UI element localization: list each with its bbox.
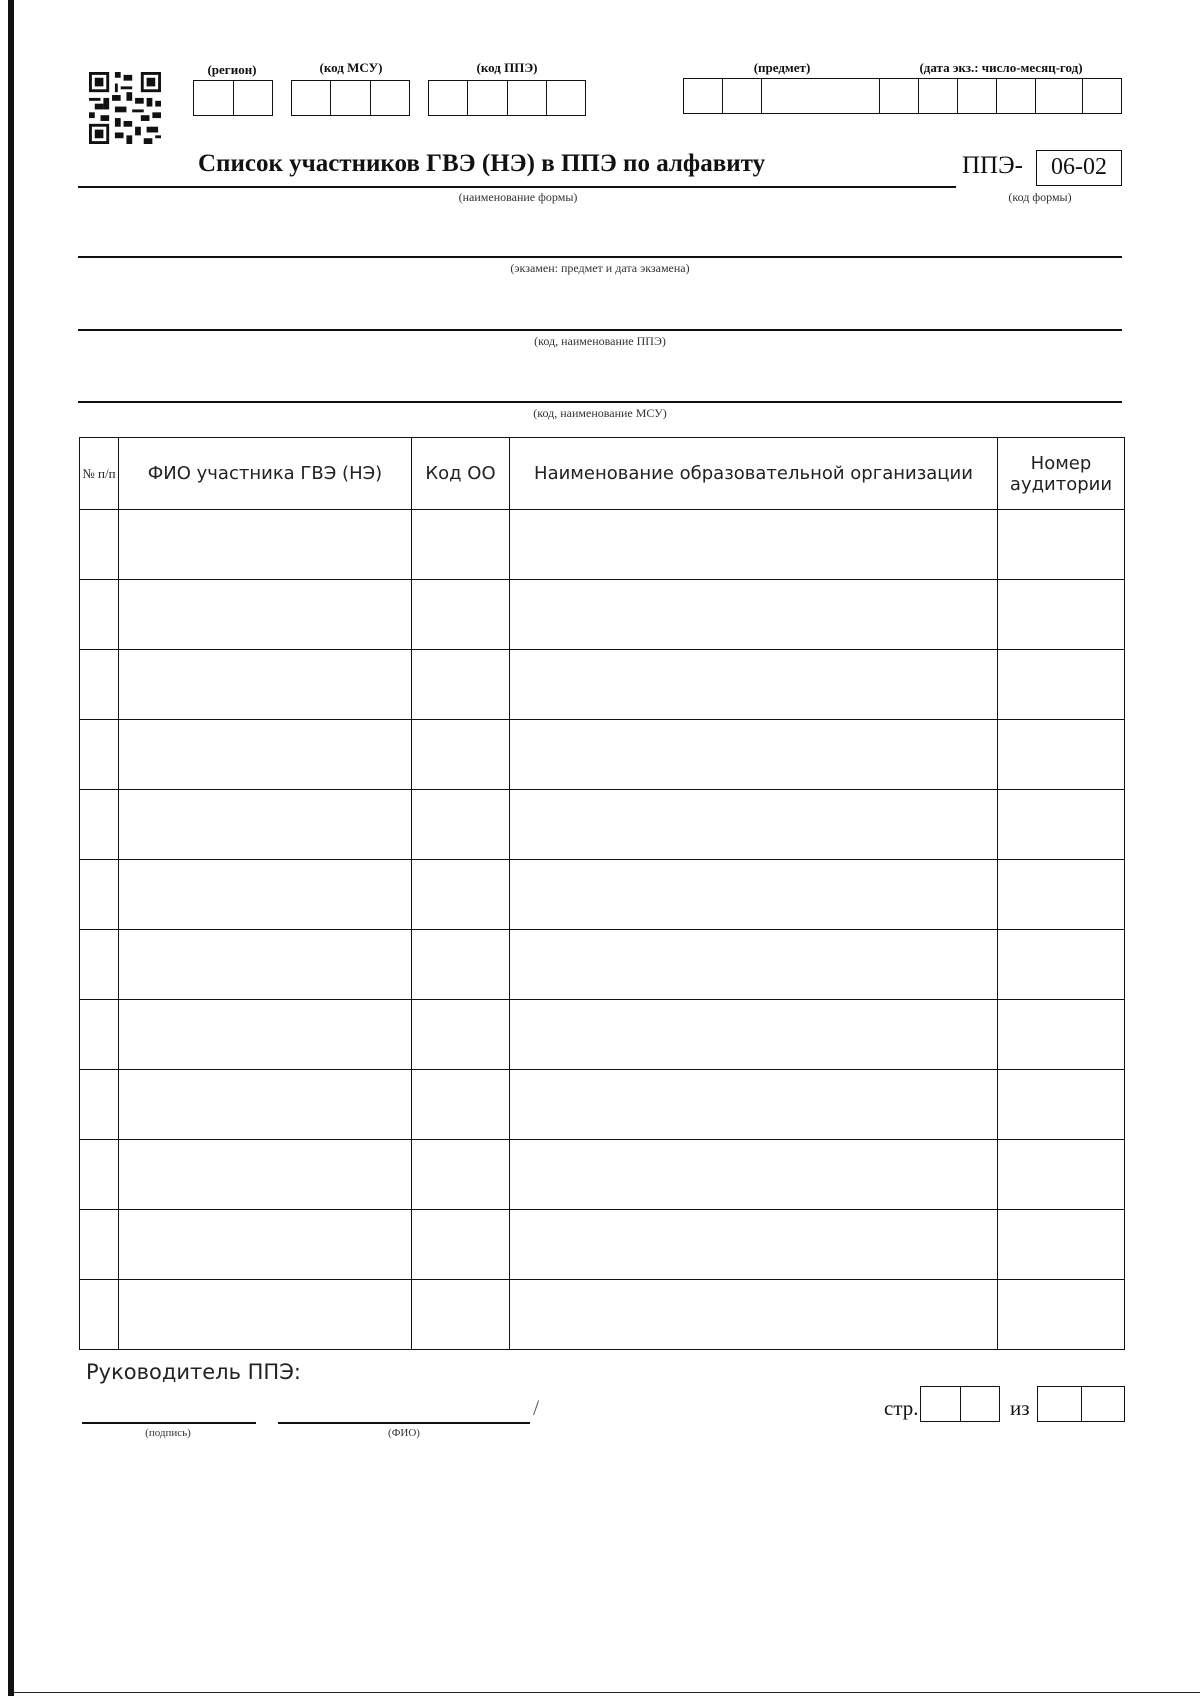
cell-oo-code[interactable]	[412, 1070, 510, 1140]
cell-org-name[interactable]	[510, 930, 998, 1000]
msu-code-cells[interactable]	[291, 80, 410, 116]
cell-num[interactable]	[80, 1280, 119, 1350]
cell-fio[interactable]	[119, 1210, 412, 1280]
cell-oo-code[interactable]	[412, 510, 510, 580]
cell-fio[interactable]	[119, 790, 412, 860]
table-row	[80, 930, 1125, 1000]
table-row	[80, 1210, 1125, 1280]
cell-room[interactable]	[998, 580, 1125, 650]
cell-org-name[interactable]	[510, 650, 998, 720]
cell-room[interactable]	[998, 1070, 1125, 1140]
table-row	[80, 1000, 1125, 1070]
cell-num[interactable]	[80, 930, 119, 1000]
header-oo-code: Код ОО	[412, 438, 510, 510]
cell-org-name[interactable]	[510, 790, 998, 860]
msu-caption: (код, наименование МСУ)	[533, 406, 667, 420]
exam-caption: (экзамен: предмет и дата экзамена)	[510, 261, 690, 275]
cell-oo-code[interactable]	[412, 1140, 510, 1210]
cell-fio[interactable]	[119, 650, 412, 720]
signature-caption: (подпись)	[145, 1427, 191, 1439]
fio-caption: (ФИО)	[388, 1427, 420, 1439]
exam-line[interactable]	[78, 256, 1122, 258]
msu-line[interactable]	[78, 401, 1122, 403]
form-title-caption: (наименование формы)	[458, 190, 578, 204]
form-code-caption: (код формы)	[1008, 190, 1072, 204]
exam-date-caption: (дата экз.: число-месяц-год)	[919, 60, 1083, 75]
table-row	[80, 790, 1125, 860]
cell-num[interactable]	[80, 1070, 119, 1140]
msu-code-caption: (код МСУ)	[319, 60, 383, 75]
signature-line[interactable]	[82, 1422, 256, 1424]
cell-oo-code[interactable]	[412, 790, 510, 860]
table-row	[80, 510, 1125, 580]
of-label: из	[1010, 1396, 1030, 1420]
header-fio: ФИО участника ГВЭ (НЭ)	[119, 438, 412, 510]
form-code-prefix: ППЭ-	[962, 152, 1023, 179]
cell-num[interactable]	[80, 1140, 119, 1210]
cell-room[interactable]	[998, 860, 1125, 930]
cell-oo-code[interactable]	[412, 1280, 510, 1350]
cell-fio[interactable]	[119, 510, 412, 580]
cell-num[interactable]	[80, 720, 119, 790]
participants-table	[79, 437, 1125, 1350]
table-row	[80, 860, 1125, 930]
cell-org-name[interactable]	[510, 1280, 998, 1350]
cell-org-name[interactable]	[510, 580, 998, 650]
cell-oo-code[interactable]	[412, 720, 510, 790]
cell-num[interactable]	[80, 580, 119, 650]
table-row	[80, 1140, 1125, 1210]
cell-room[interactable]	[998, 1140, 1125, 1210]
cell-num[interactable]	[80, 510, 119, 580]
subject-date-cells[interactable]	[683, 78, 1122, 114]
cell-fio[interactable]	[119, 580, 412, 650]
header-num: № п/п	[80, 438, 119, 510]
ppe-code-caption: (код ППЭ)	[476, 60, 538, 75]
table-row	[80, 1280, 1125, 1350]
cell-oo-code[interactable]	[412, 1210, 510, 1280]
signature-slash: /	[533, 1395, 540, 1420]
cell-fio[interactable]	[119, 1280, 412, 1350]
cell-room[interactable]	[998, 650, 1125, 720]
region-caption: (регион)	[207, 62, 257, 77]
cell-num[interactable]	[80, 790, 119, 860]
cell-num[interactable]	[80, 650, 119, 720]
cell-fio[interactable]	[119, 930, 412, 1000]
cell-oo-code[interactable]	[412, 860, 510, 930]
ppe-code-cells[interactable]	[428, 80, 586, 116]
cell-org-name[interactable]	[510, 1140, 998, 1210]
cell-oo-code[interactable]	[412, 930, 510, 1000]
scan-edge	[8, 0, 14, 1696]
page-number-cells[interactable]	[920, 1386, 1000, 1422]
header-room: Номер аудитории	[998, 438, 1125, 510]
cell-org-name[interactable]	[510, 860, 998, 930]
cell-org-name[interactable]	[510, 1070, 998, 1140]
ppe-head-label: Руководитель ППЭ:	[86, 1360, 301, 1384]
ppe-caption: (код, наименование ППЭ)	[534, 334, 666, 348]
cell-fio[interactable]	[119, 1000, 412, 1070]
page-label: стр.	[884, 1396, 919, 1420]
table-row	[80, 1070, 1125, 1140]
cell-fio[interactable]	[119, 720, 412, 790]
region-cells[interactable]	[193, 80, 273, 116]
form-title: Список участников ГВЭ (НЭ) в ППЭ по алфавиту	[198, 150, 766, 177]
qr-code-icon	[88, 72, 162, 144]
fio-line[interactable]	[278, 1422, 530, 1424]
cell-room[interactable]	[998, 1000, 1125, 1070]
cell-oo-code[interactable]	[412, 580, 510, 650]
cell-org-name[interactable]	[510, 1210, 998, 1280]
cell-num[interactable]	[80, 1000, 119, 1070]
table-header-row	[80, 438, 1125, 510]
table-row	[80, 720, 1125, 790]
cell-room[interactable]	[998, 930, 1125, 1000]
cell-room[interactable]	[998, 510, 1125, 580]
total-pages-cells[interactable]	[1037, 1386, 1125, 1422]
cell-org-name[interactable]	[510, 510, 998, 580]
subject-caption: (предмет)	[753, 60, 811, 75]
title-underline	[78, 186, 956, 188]
cell-room[interactable]	[998, 1280, 1125, 1350]
cell-fio[interactable]	[119, 860, 412, 930]
cell-fio[interactable]	[119, 1070, 412, 1140]
table-row	[80, 580, 1125, 650]
cell-room[interactable]	[998, 1210, 1125, 1280]
header-org-name: Наименование образовательной организации	[510, 438, 998, 510]
cell-num[interactable]	[80, 860, 119, 930]
cell-oo-code[interactable]	[412, 1000, 510, 1070]
cell-num[interactable]	[80, 1210, 119, 1280]
cell-room[interactable]	[998, 720, 1125, 790]
cell-oo-code[interactable]	[412, 650, 510, 720]
cell-fio[interactable]	[119, 1140, 412, 1210]
table-row	[80, 650, 1125, 720]
ppe-line[interactable]	[78, 329, 1122, 331]
cell-org-name[interactable]	[510, 720, 998, 790]
cell-org-name[interactable]	[510, 1000, 998, 1070]
page-bottom-edge	[14, 1692, 1200, 1693]
cell-room[interactable]	[998, 790, 1125, 860]
form-code-box: 06-02	[1036, 150, 1122, 186]
